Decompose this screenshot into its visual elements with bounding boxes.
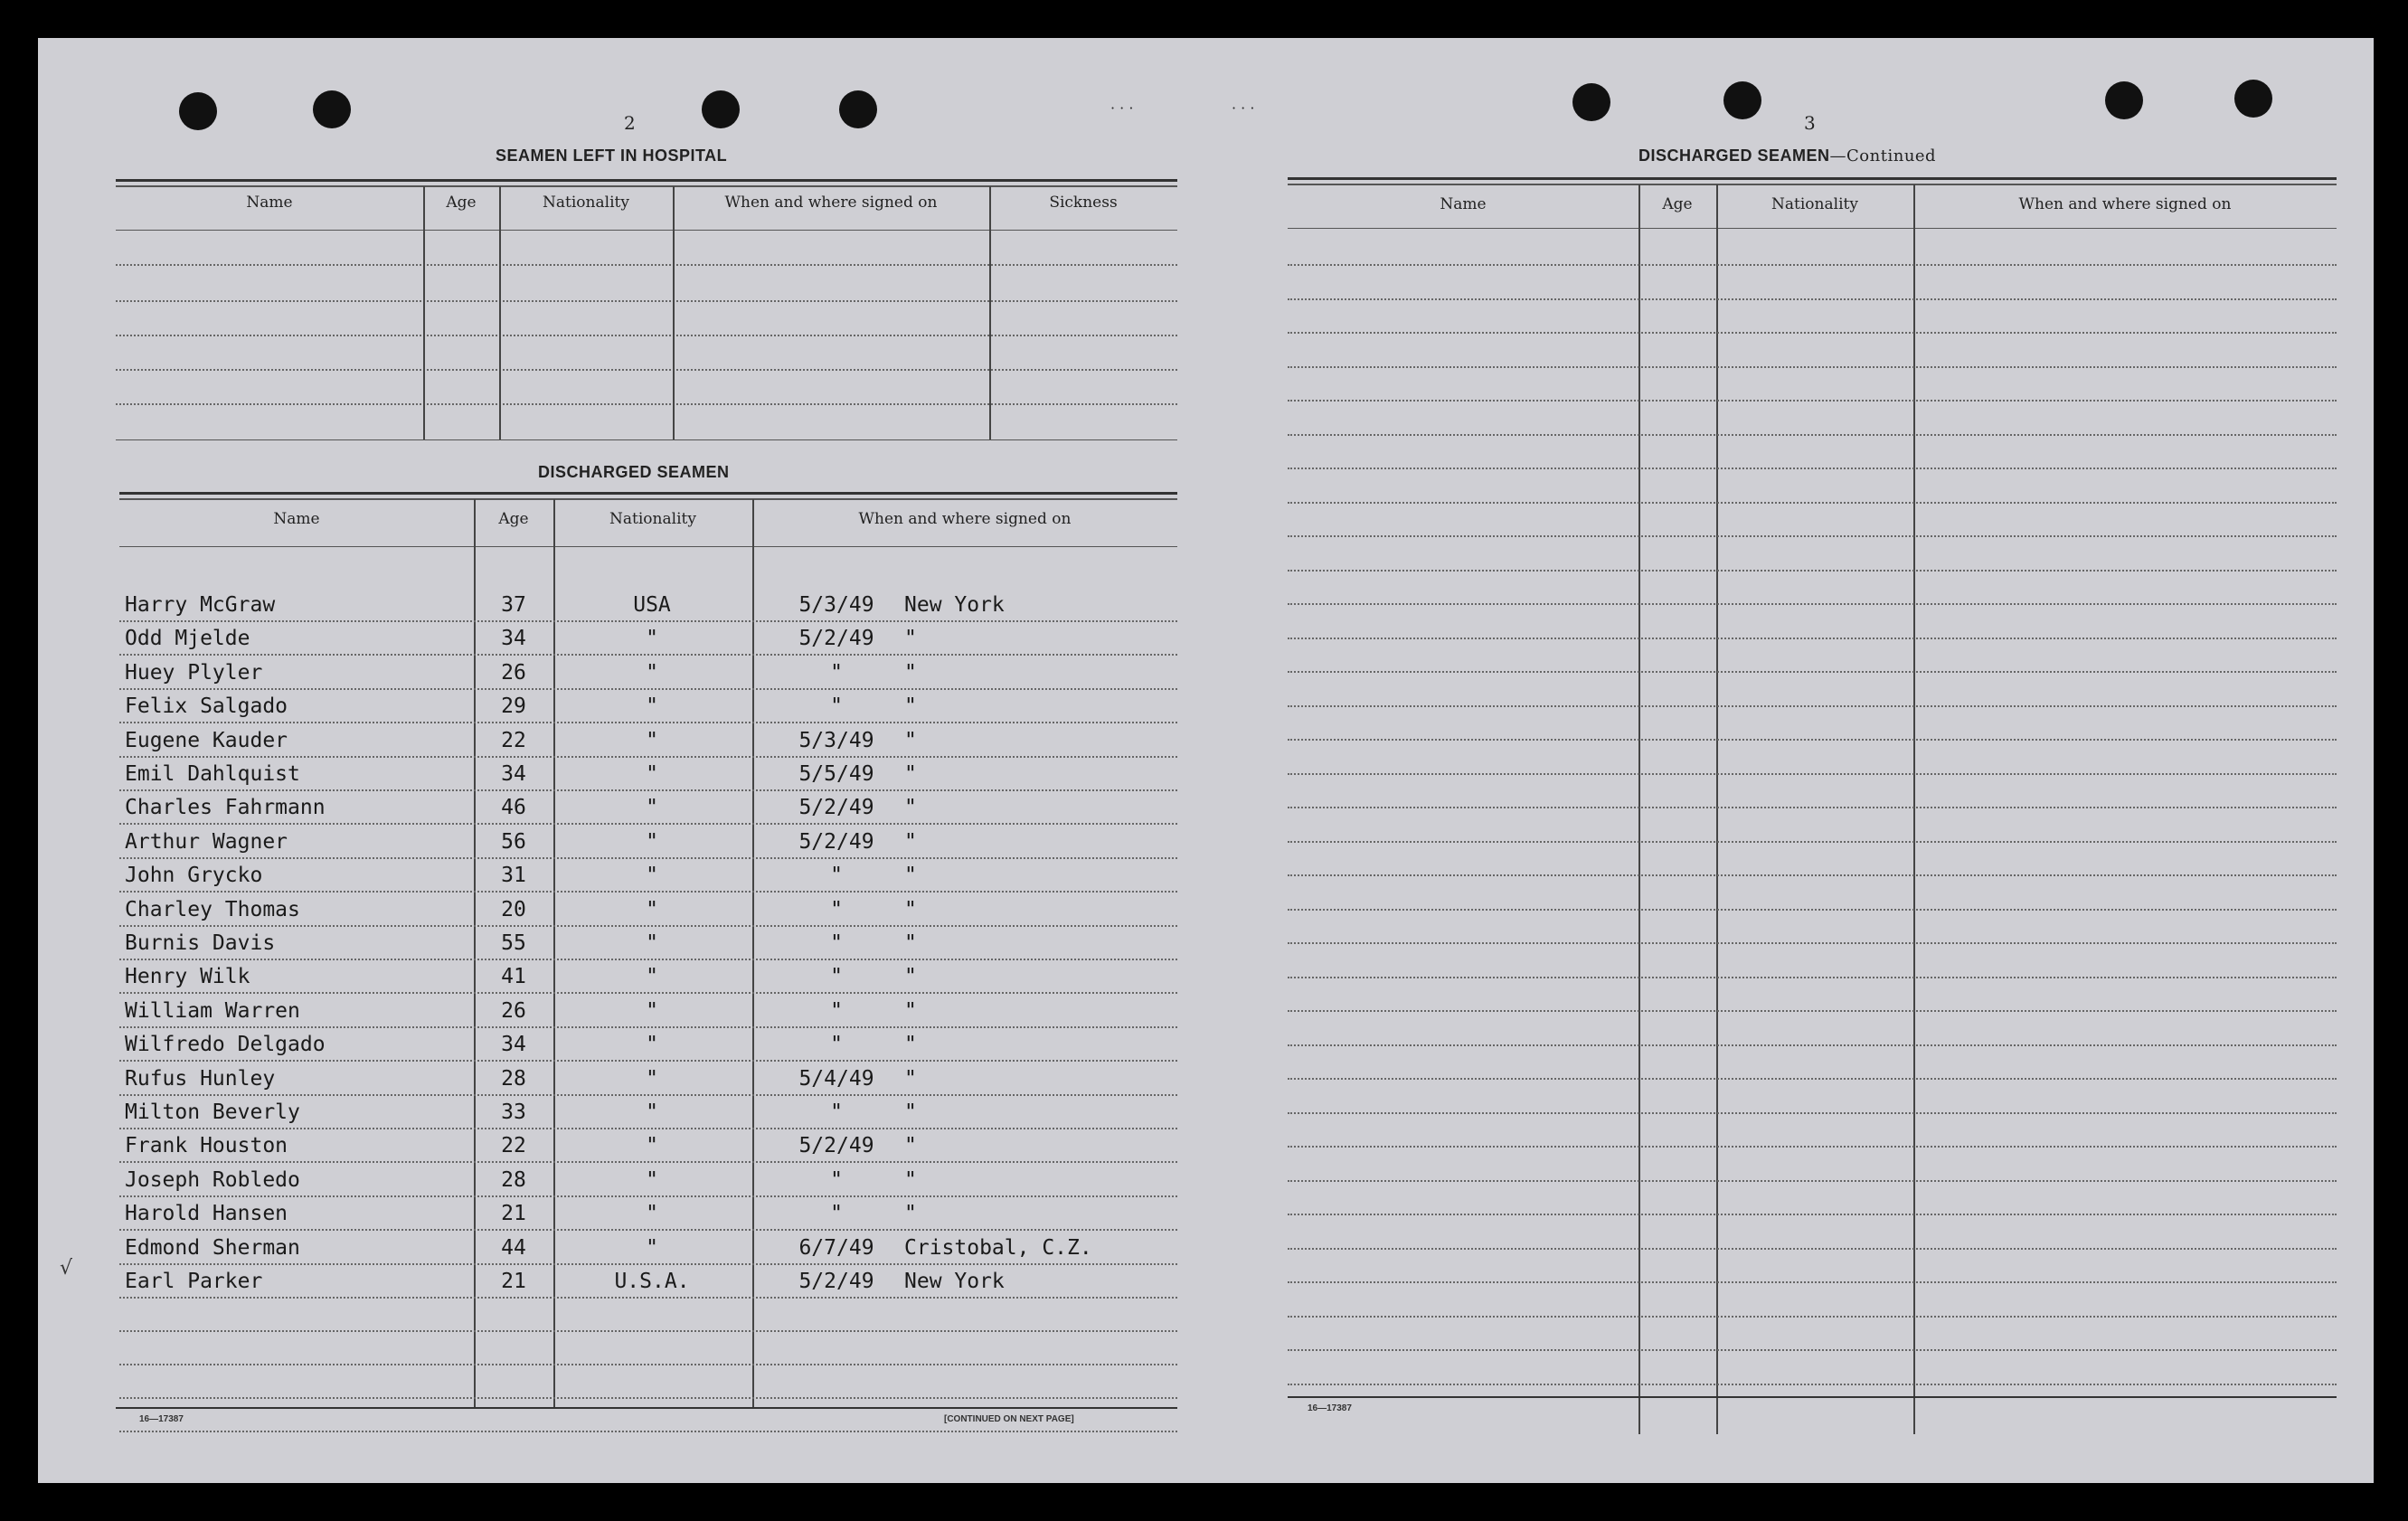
seaman-nationality: " <box>646 999 658 1023</box>
table-row-line <box>1288 434 2337 436</box>
table-row-line <box>1288 638 2337 639</box>
seaman-signed-date: 5/2/49 <box>798 627 874 650</box>
seaman-signed-date: 5/3/49 <box>798 729 874 752</box>
right-col-divider <box>1716 184 1718 1434</box>
seaman-nationality: " <box>646 796 658 819</box>
seaman-nationality: " <box>646 762 658 786</box>
seaman-name: Charles Fahrmann <box>125 796 326 819</box>
seaman-name: Odd Mjelde <box>125 627 250 650</box>
table-row-line <box>119 1195 1177 1197</box>
table-row-line <box>119 1094 1177 1096</box>
seaman-name: Emil Dahlquist <box>125 762 300 786</box>
table-row-line <box>119 891 1177 893</box>
punch-hole <box>179 92 217 130</box>
table-row-line <box>119 1060 1177 1062</box>
seaman-age: 29 <box>501 694 526 718</box>
seaman-signed-date: 5/3/49 <box>798 593 874 617</box>
table-row-line <box>1288 1010 2337 1012</box>
seaman-signed-date: 5/5/49 <box>798 762 874 786</box>
table-row-line <box>119 1263 1177 1265</box>
table-row-line <box>1288 909 2337 911</box>
seaman-signed-date: 6/7/49 <box>798 1236 874 1260</box>
seaman-age: 34 <box>501 1033 526 1056</box>
table-row-line <box>1288 570 2337 572</box>
seaman-age: 21 <box>501 1202 526 1225</box>
hospital-col-age: Age <box>446 194 477 212</box>
discharged-section-title: DISCHARGED SEAMEN <box>538 463 730 481</box>
table-row-line <box>119 722 1177 723</box>
table-row-line <box>1288 1349 2337 1351</box>
seaman-age: 46 <box>501 796 526 819</box>
seaman-nationality: USA <box>633 593 671 617</box>
table-row-line <box>119 1229 1177 1231</box>
right-col-divider <box>1913 184 1915 1434</box>
seaman-signed-place: " <box>904 796 917 819</box>
seaman-signed-place: " <box>904 965 917 988</box>
table-row-line <box>1288 1384 2337 1385</box>
seaman-age: 34 <box>501 627 526 650</box>
right-col-name: Name <box>1440 195 1487 213</box>
seaman-name: Felix Salgado <box>125 694 288 718</box>
table-row-line <box>119 1330 1177 1332</box>
seaman-nationality: " <box>646 1033 658 1056</box>
table-row-line <box>1288 1078 2337 1080</box>
seaman-name: William Warren <box>125 999 300 1023</box>
seaman-nationality: " <box>646 1168 658 1192</box>
seaman-signed-date: 5/4/49 <box>798 1067 874 1091</box>
seaman-signed-place: " <box>904 1202 917 1225</box>
seaman-signed-place: " <box>904 1033 917 1056</box>
seaman-nationality: " <box>646 1236 658 1260</box>
table-row-line <box>119 1431 1177 1432</box>
right-page-title-suffix: —Continued <box>1829 146 1937 165</box>
table-row-line <box>1288 671 2337 673</box>
seaman-age: 37 <box>501 593 526 617</box>
seaman-nationality: " <box>646 627 658 650</box>
table-row-line <box>1288 1316 2337 1318</box>
table-row-line <box>1288 298 2337 300</box>
right-col-age: Age <box>1662 195 1693 213</box>
right-page-title <box>1638 146 1936 165</box>
table-row-line <box>1288 468 2337 469</box>
table-row-line <box>119 756 1177 758</box>
table-row-line <box>119 1128 1177 1129</box>
continued-note: [CONTINUED ON NEXT PAGE] <box>944 1414 1074 1424</box>
seaman-nationality: " <box>646 864 658 887</box>
seaman-name: Frank Houston <box>125 1134 288 1157</box>
seaman-age: 21 <box>501 1270 526 1293</box>
punch-hole <box>839 90 877 128</box>
seaman-signed-date: " <box>830 694 843 718</box>
table-row-line <box>119 620 1177 622</box>
seaman-nationality: " <box>646 1134 658 1157</box>
discharged-col-name: Name <box>273 510 320 528</box>
seaman-signed-date: 5/2/49 <box>798 796 874 819</box>
table-row-line <box>119 823 1177 825</box>
seaman-name: Earl Parker <box>125 1270 263 1293</box>
seaman-signed-date: 5/2/49 <box>798 1270 874 1293</box>
seaman-age: 41 <box>501 965 526 988</box>
seaman-signed-date: " <box>830 965 843 988</box>
hospital-col-nationality: Nationality <box>543 194 629 212</box>
seaman-age: 56 <box>501 830 526 854</box>
hospital-row-line <box>116 403 1177 405</box>
hospital-col-divider <box>989 186 991 439</box>
discharged-col-divider <box>752 499 754 1407</box>
discharged-header-rule <box>119 546 1177 547</box>
table-row-line <box>1288 773 2337 775</box>
seaman-signed-place: " <box>904 1134 917 1157</box>
table-row-line <box>1288 366 2337 368</box>
seaman-signed-place: " <box>904 1101 917 1124</box>
table-row-line <box>119 959 1177 960</box>
seaman-name: Harry McGraw <box>125 593 276 617</box>
seaman-age: 28 <box>501 1168 526 1192</box>
table-row-line <box>1288 332 2337 334</box>
hospital-header-rule <box>116 230 1177 231</box>
discharged-col-divider <box>474 499 476 1407</box>
table-row-line <box>1288 977 2337 978</box>
punch-hole <box>1572 83 1610 121</box>
seaman-signed-date: " <box>830 999 843 1023</box>
table-row-line <box>1288 1248 2337 1250</box>
hospital-row-line <box>116 264 1177 266</box>
seaman-nationality: " <box>646 729 658 752</box>
page-number-right: 3 <box>1804 112 1816 134</box>
punch-hole <box>1723 81 1761 119</box>
seaman-nationality: " <box>646 898 658 921</box>
seaman-signed-place: " <box>904 830 917 854</box>
hospital-row-line <box>116 300 1177 302</box>
seaman-signed-place: " <box>904 1168 917 1192</box>
seaman-nationality: U.S.A. <box>614 1270 690 1293</box>
handwritten-check-mark: √ <box>60 1257 73 1280</box>
table-row-line <box>119 688 1177 690</box>
right-table-top-rule <box>1288 177 2337 180</box>
hospital-col-divider <box>423 186 425 439</box>
seaman-signed-place: New York <box>904 1270 1005 1293</box>
table-row-line <box>1288 874 2337 876</box>
discharged-col-age: Age <box>498 510 529 528</box>
form-number-left: 16—17387 <box>139 1414 184 1424</box>
seaman-name: Arthur Wagner <box>125 830 288 854</box>
table-row-line <box>1288 841 2337 843</box>
hospital-table-top-rule <box>116 179 1177 182</box>
seaman-signed-date: " <box>830 931 843 955</box>
seaman-signed-place: " <box>904 999 917 1023</box>
seaman-age: 33 <box>501 1101 526 1124</box>
table-row-line <box>119 654 1177 656</box>
seaman-signed-place: " <box>904 762 917 786</box>
discharged-col-divider <box>553 499 555 1407</box>
form-number-right: 16—17387 <box>1308 1403 1352 1413</box>
table-row-line <box>119 1026 1177 1028</box>
table-row-line <box>119 1397 1177 1399</box>
table-row-line <box>1288 739 2337 741</box>
table-row-line <box>1288 1214 2337 1215</box>
table-row-line <box>119 789 1177 791</box>
seaman-signed-place: New York <box>904 593 1005 617</box>
table-row-line <box>119 1297 1177 1299</box>
seaman-nationality: " <box>646 1101 658 1124</box>
table-row-line <box>1288 1044 2337 1046</box>
seaman-name: Eugene Kauder <box>125 729 288 752</box>
seaman-signed-place: " <box>904 694 917 718</box>
discharged-bottom-rule <box>116 1407 1177 1409</box>
seaman-name: Harold Hansen <box>125 1202 288 1225</box>
seaman-nationality: " <box>646 661 658 685</box>
seaman-age: 31 <box>501 864 526 887</box>
seaman-signed-place: " <box>904 864 917 887</box>
table-row-line <box>1288 1180 2337 1182</box>
seaman-age: 20 <box>501 898 526 921</box>
seaman-name: Edmond Sherman <box>125 1236 300 1260</box>
table-row-line <box>119 992 1177 994</box>
table-row-line <box>1288 535 2337 537</box>
punch-hole <box>313 90 351 128</box>
seaman-nationality: " <box>646 694 658 718</box>
seaman-name: Henry Wilk <box>125 965 250 988</box>
table-row-line <box>119 1364 1177 1365</box>
table-row-line <box>1288 705 2337 707</box>
seaman-age: 26 <box>501 999 526 1023</box>
seaman-signed-date: " <box>830 864 843 887</box>
seaman-nationality: " <box>646 931 658 955</box>
seaman-age: 28 <box>501 1067 526 1091</box>
table-row-line <box>119 857 1177 859</box>
punch-hole <box>2105 81 2143 119</box>
seaman-signed-date: 5/2/49 <box>798 830 874 854</box>
fold-mark: · · · <box>1110 99 1134 117</box>
seaman-age: 22 <box>501 729 526 752</box>
seaman-nationality: " <box>646 1202 658 1225</box>
seaman-age: 34 <box>501 762 526 786</box>
right-col-divider <box>1638 184 1640 1434</box>
seaman-signed-place: " <box>904 898 917 921</box>
seaman-signed-date: " <box>830 1033 843 1056</box>
hospital-col-name: Name <box>246 194 293 212</box>
seaman-age: 22 <box>501 1134 526 1157</box>
seaman-signed-date: " <box>830 661 843 685</box>
seaman-signed-place: " <box>904 1067 917 1091</box>
hospital-col-sickness: Sickness <box>1049 194 1118 212</box>
seaman-signed-date: " <box>830 1202 843 1225</box>
seaman-signed-date: " <box>830 898 843 921</box>
hospital-col-signed-on: When and where signed on <box>724 194 938 212</box>
seaman-name: John Grycko <box>125 864 263 887</box>
seaman-nationality: " <box>646 1067 658 1091</box>
seaman-signed-date: 5/2/49 <box>798 1134 874 1157</box>
seaman-name: Charley Thomas <box>125 898 300 921</box>
seaman-signed-place: " <box>904 931 917 955</box>
table-row-line <box>1288 942 2337 944</box>
page-number-left: 2 <box>624 112 636 134</box>
table-row-line <box>1288 264 2337 266</box>
hospital-row-line <box>116 369 1177 371</box>
hospital-col-divider <box>673 186 675 439</box>
punch-hole <box>702 90 740 128</box>
seaman-signed-place: " <box>904 661 917 685</box>
right-col-signed-on: When and where signed on <box>2018 195 2232 213</box>
seaman-signed-place: " <box>904 627 917 650</box>
hospital-row-line <box>116 335 1177 336</box>
seaman-signed-place: Cristobal, C.Z. <box>904 1236 1092 1260</box>
table-row-line <box>1288 807 2337 808</box>
seaman-name: Huey Plyler <box>125 661 263 685</box>
table-row-line <box>1288 502 2337 504</box>
fold-mark: · · · <box>1232 99 1255 117</box>
right-col-nationality: Nationality <box>1771 195 1858 213</box>
seaman-signed-place: " <box>904 729 917 752</box>
hospital-section-title: SEAMEN LEFT IN HOSPITAL <box>496 146 728 165</box>
right-bottom-rule <box>1288 1396 2337 1398</box>
discharged-col-signed-on: When and where signed on <box>858 510 1072 528</box>
table-row-line <box>1288 1112 2337 1114</box>
seaman-name: Rufus Hunley <box>125 1067 276 1091</box>
table-row-line <box>1288 1281 2337 1283</box>
seaman-age: 55 <box>501 931 526 955</box>
hospital-bottom-rule <box>116 439 1177 440</box>
seaman-age: 26 <box>501 661 526 685</box>
punch-hole <box>2234 80 2272 118</box>
table-row-line <box>1288 1146 2337 1148</box>
seaman-name: Burnis Davis <box>125 931 276 955</box>
table-row-line <box>1288 400 2337 402</box>
hospital-col-divider <box>499 186 501 439</box>
document-sheet <box>38 38 2374 1483</box>
right-page-title-bold: DISCHARGED SEAMEN <box>1638 146 1830 165</box>
seaman-signed-date: " <box>830 1168 843 1192</box>
seaman-name: Milton Beverly <box>125 1101 300 1124</box>
seaman-nationality: " <box>646 830 658 854</box>
seaman-signed-date: " <box>830 1101 843 1124</box>
right-header-rule <box>1288 228 2337 229</box>
seaman-name: Joseph Robledo <box>125 1168 300 1192</box>
table-row-line <box>119 1161 1177 1163</box>
discharged-col-nationality: Nationality <box>609 510 696 528</box>
table-row-line <box>119 925 1177 927</box>
discharged-table-top-rule <box>119 492 1177 495</box>
seaman-age: 44 <box>501 1236 526 1260</box>
seaman-name: Wilfredo Delgado <box>125 1033 326 1056</box>
table-row-line <box>1288 603 2337 605</box>
seaman-nationality: " <box>646 965 658 988</box>
